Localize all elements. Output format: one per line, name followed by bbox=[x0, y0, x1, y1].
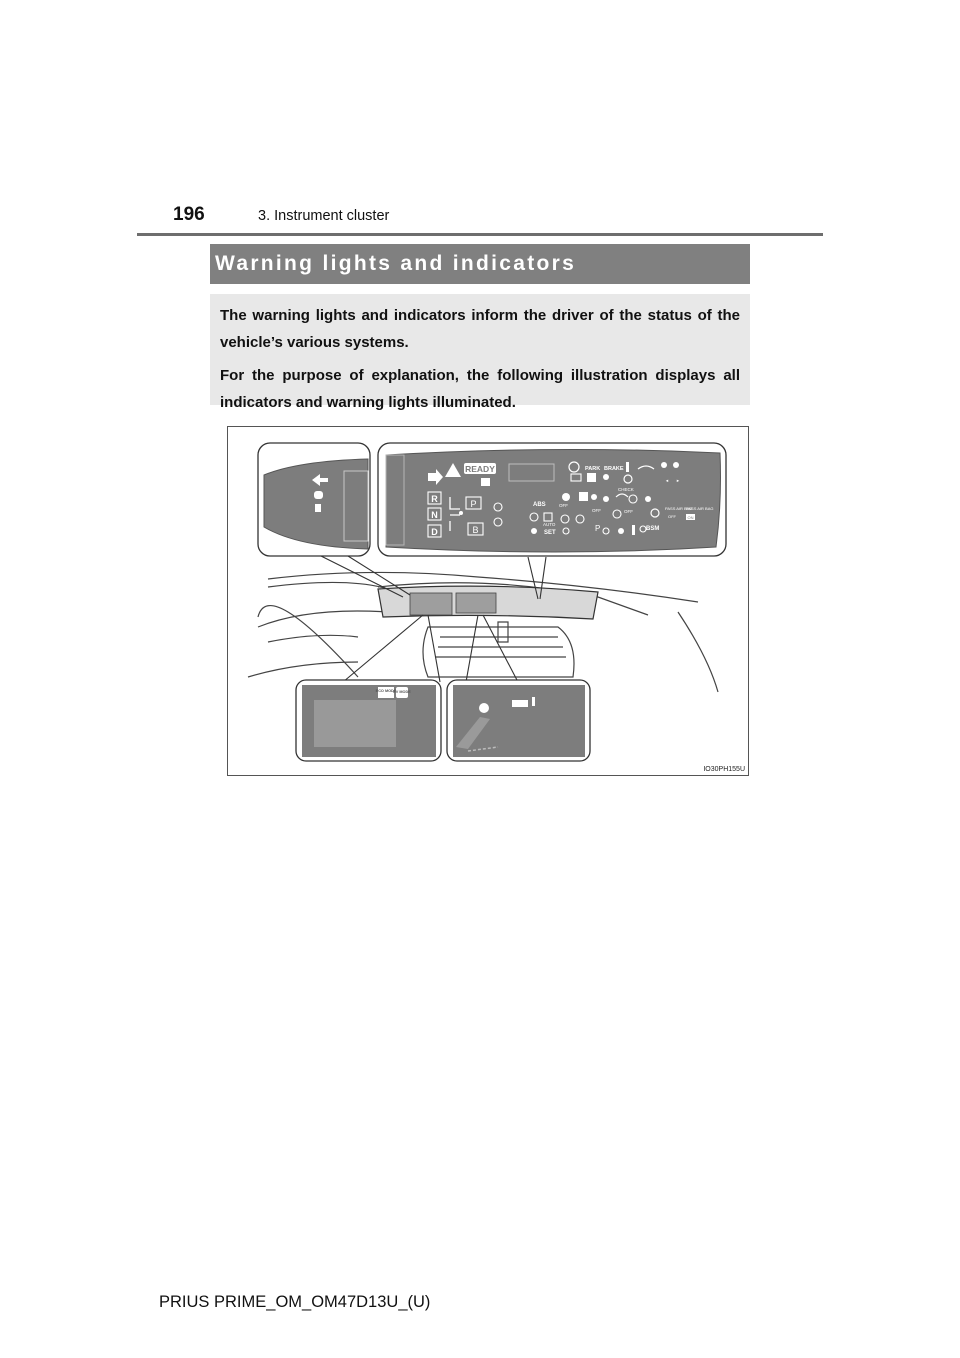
gear-r: R bbox=[431, 494, 438, 504]
pass-airbag-off-label: OFF bbox=[668, 514, 676, 519]
pass-airbag-on-label: ON bbox=[687, 515, 694, 520]
figure-code: IO30PH155U bbox=[703, 766, 745, 773]
instrument-cluster-illustration bbox=[227, 426, 749, 776]
bottom-right-callout-panel bbox=[447, 680, 590, 761]
abs-indicator: ABS bbox=[533, 502, 546, 508]
p-indicator: P bbox=[595, 524, 601, 533]
left-callout-panel bbox=[258, 443, 370, 556]
pass-airbag-label-2: PASS AIR BAG bbox=[686, 506, 714, 511]
ev-mode-label: EV MODE bbox=[393, 690, 411, 694]
eco-mode-label: ECO MODE bbox=[375, 689, 397, 693]
main-callout-panel bbox=[378, 443, 726, 556]
brake-label: BRAKE bbox=[604, 466, 624, 472]
intro-paragraph-1: The warning lights and indicators inform the driver of the status of the vehicle’s various systems. bbox=[220, 307, 740, 351]
heading-bar bbox=[210, 244, 750, 284]
illustration-drawing bbox=[228, 427, 748, 775]
bsm-indicator: BSM bbox=[646, 526, 660, 532]
heading-title: Warning lights and indicators bbox=[215, 252, 577, 275]
gear-b: B bbox=[472, 525, 479, 535]
footer-document-code: PRIUS PRIME_OM_OM47D13U_(U) bbox=[159, 1293, 431, 1311]
gear-n: N bbox=[431, 510, 438, 520]
auto-label: AUTO bbox=[543, 522, 556, 527]
off-label-3: OFF bbox=[624, 509, 633, 514]
intro-box bbox=[210, 294, 750, 411]
gear-p: P bbox=[470, 499, 477, 509]
set-indicator: SET bbox=[544, 530, 556, 536]
page-number: 196 bbox=[173, 204, 205, 225]
check-label: CHECK bbox=[618, 487, 634, 492]
display-housing bbox=[378, 586, 598, 619]
gear-d: D bbox=[431, 527, 438, 537]
off-label-2: OFF bbox=[592, 508, 601, 513]
intro-paragraph-2: For the purpose of explanation, the following illustration displays all indicators and warning lights illuminated. bbox=[220, 367, 740, 411]
header-rule bbox=[137, 233, 823, 236]
park-label: PARK bbox=[585, 466, 601, 472]
left-arrow-mark: ◄ bbox=[665, 478, 669, 483]
section-title: 3. Instrument cluster bbox=[258, 208, 390, 224]
pass-airbag-label-1: PASS AIR BAG bbox=[665, 506, 693, 511]
bottom-left-callout-panel bbox=[296, 680, 441, 761]
off-label-1: OFF bbox=[559, 503, 568, 508]
ready-indicator: READY bbox=[465, 464, 495, 474]
right-arrow-mark: ► bbox=[676, 478, 680, 483]
